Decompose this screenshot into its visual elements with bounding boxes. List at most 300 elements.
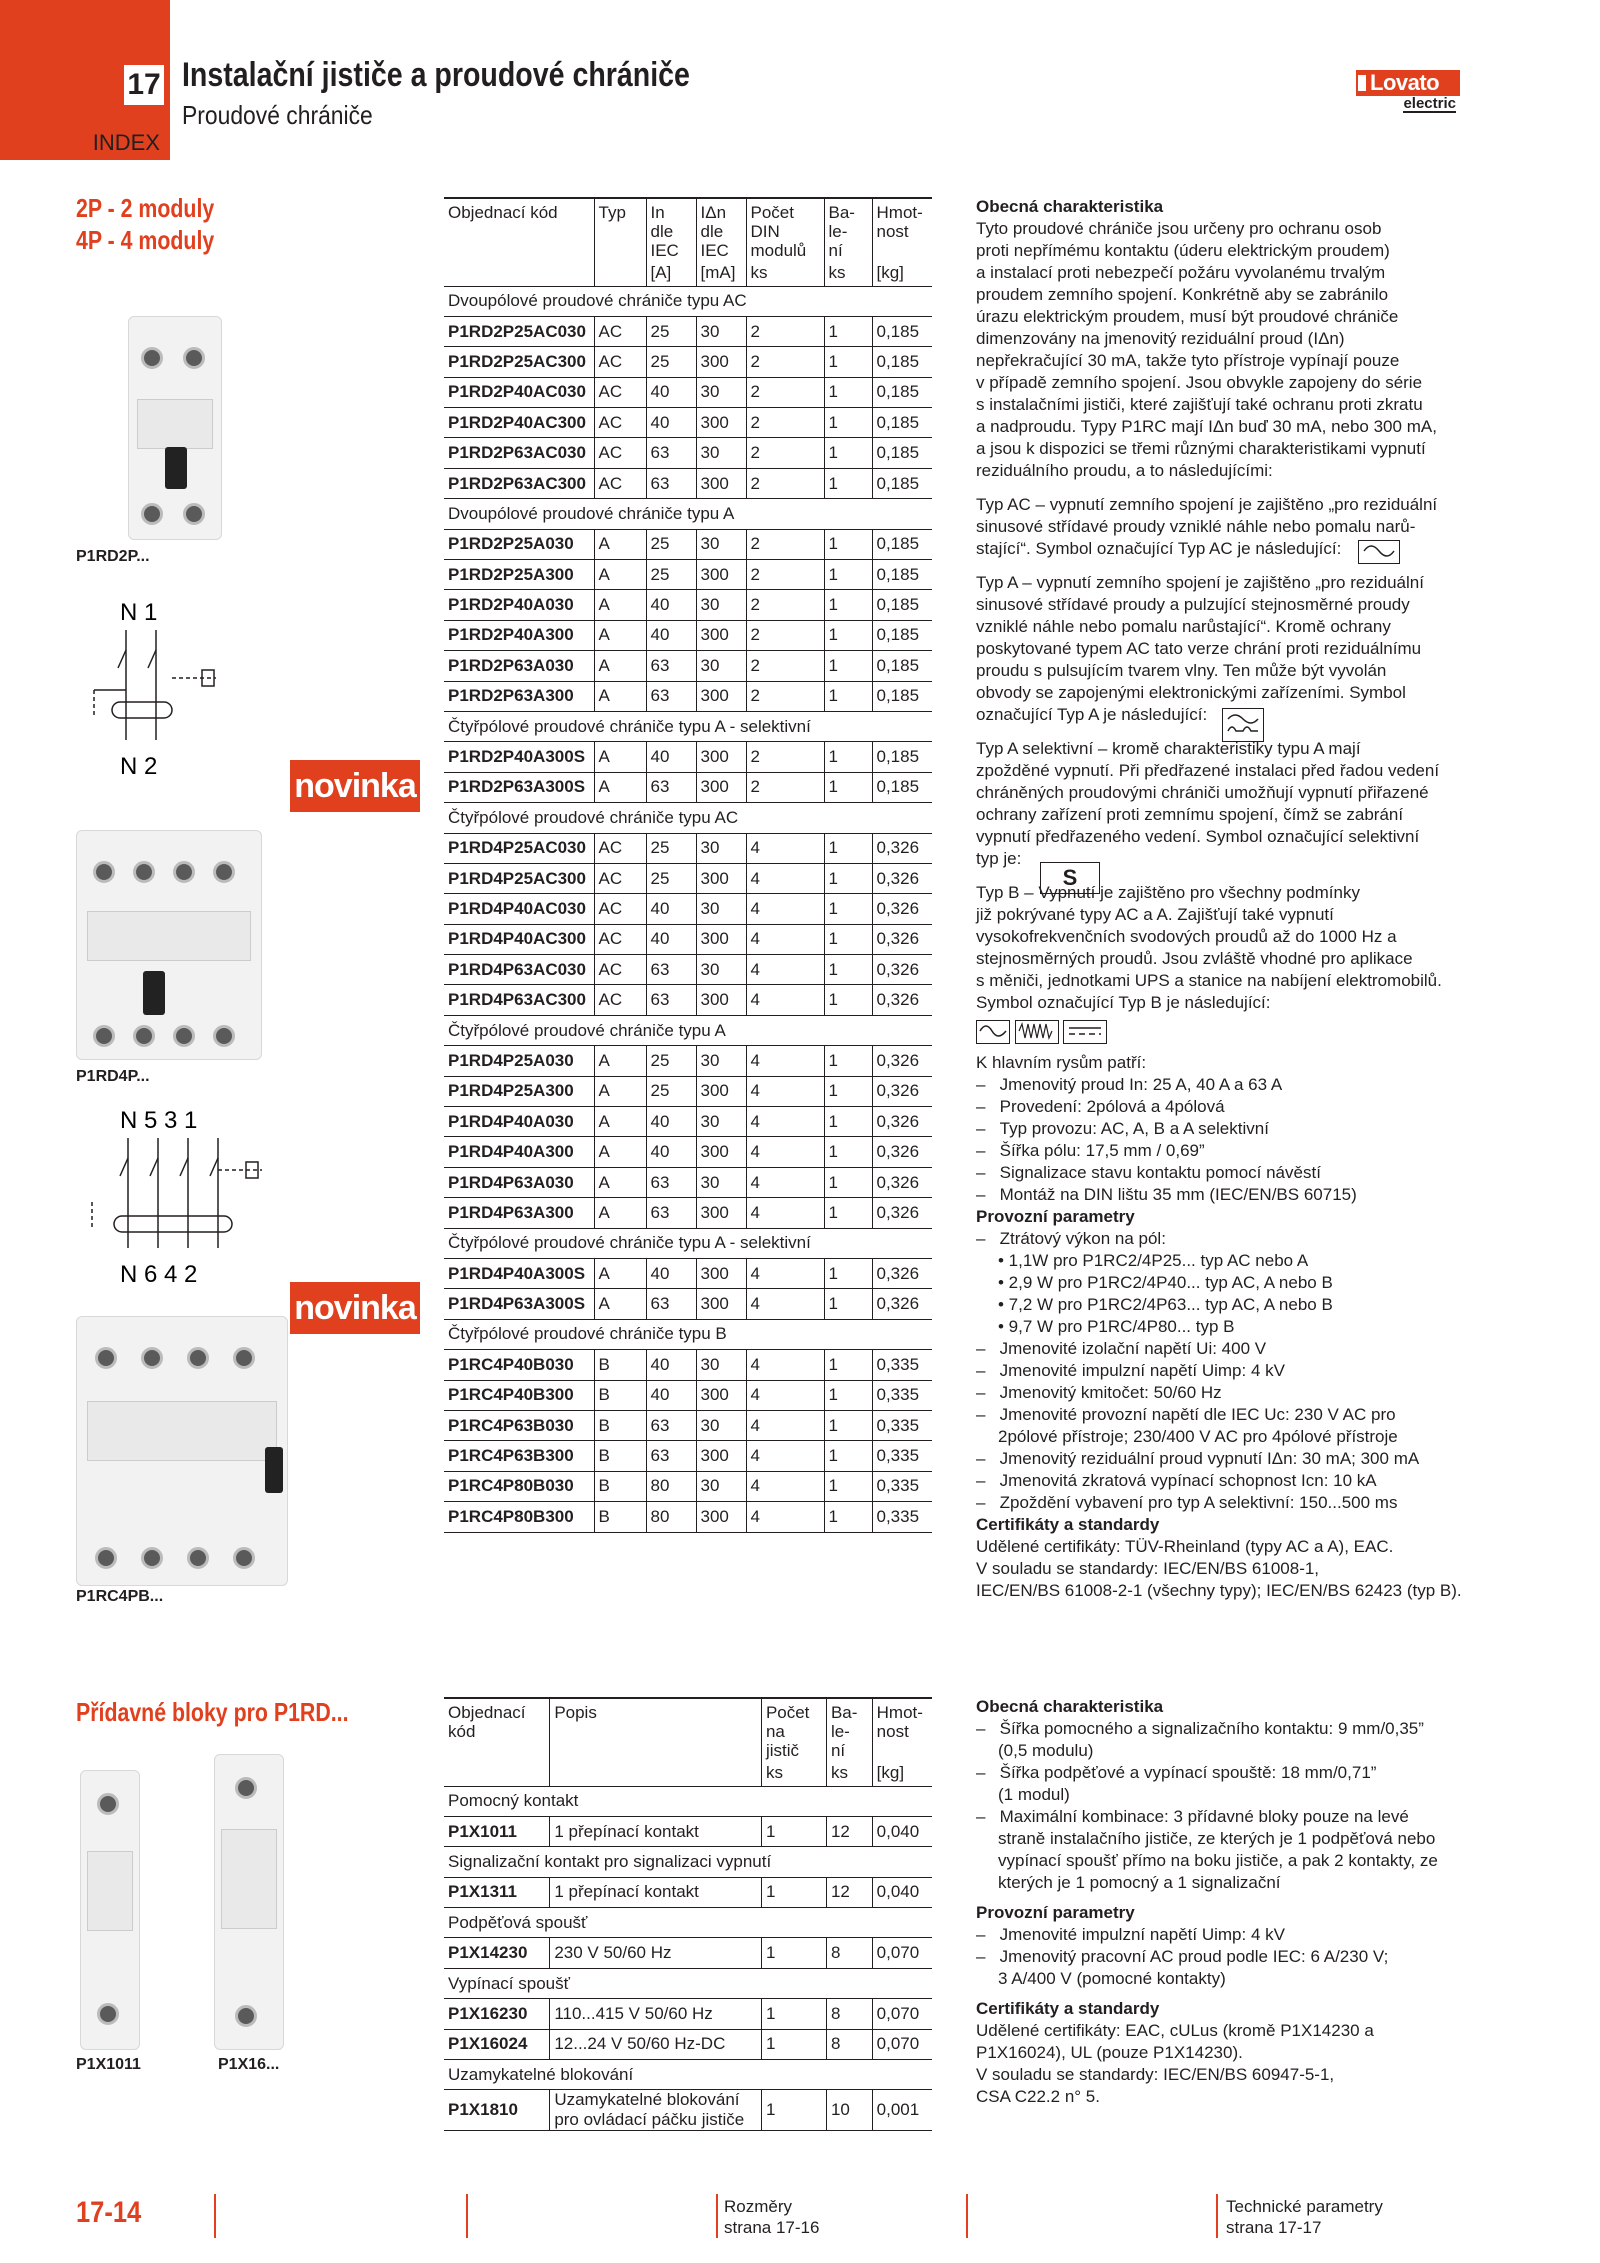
din-modules: 4 bbox=[746, 1137, 824, 1167]
residual-current: 300 bbox=[696, 1076, 746, 1106]
symbol-type-ac-icon bbox=[1358, 540, 1400, 564]
order-code: P1RD2P40AC300 bbox=[444, 408, 594, 438]
description: 1 přepínací kontakt bbox=[550, 1877, 762, 1907]
mass: 0,326 bbox=[872, 863, 932, 893]
residual-current: 30 bbox=[696, 377, 746, 407]
rated-current: 63 bbox=[646, 1289, 696, 1319]
rated-current: 63 bbox=[646, 651, 696, 681]
page-subtitle: Proudové chrániče bbox=[182, 100, 373, 130]
pack: 1 bbox=[824, 863, 872, 893]
type: A bbox=[594, 772, 646, 802]
table-section bbox=[444, 1968, 932, 1998]
r2-l2: – Šířka podpěťové a vypínací spouště: 18 mm/0,71” bbox=[976, 1763, 1377, 1782]
mass: 0,185 bbox=[872, 590, 932, 620]
section-label: Čtyřpólové proudové chrániče typu AC bbox=[444, 803, 932, 833]
order-code: P1RD2P40A300S bbox=[444, 742, 594, 772]
order-code: P1X16024 bbox=[444, 2029, 550, 2059]
mass: 0,040 bbox=[872, 1816, 932, 1846]
type: A bbox=[594, 1076, 646, 1106]
table-section bbox=[444, 1847, 932, 1877]
table-row bbox=[444, 1289, 932, 1319]
order-code: P1RC4P63B030 bbox=[444, 1410, 594, 1440]
table-row bbox=[444, 1441, 932, 1471]
din-modules: 4 bbox=[746, 1076, 824, 1106]
r1p5-line: stejnosměrných proudů. Jsou zvláště vhodné pro aplikace bbox=[976, 949, 1413, 968]
r1opb-line: • 9,7 W pro P1RC/4P80... typ B bbox=[998, 1317, 1235, 1336]
order-code: P1RD2P63A300 bbox=[444, 681, 594, 711]
residual-current: 30 bbox=[696, 1410, 746, 1440]
din-modules: 4 bbox=[746, 1289, 824, 1319]
rated-current: 80 bbox=[646, 1502, 696, 1532]
rated-current: 63 bbox=[646, 438, 696, 468]
label-p1x1011: P1X1011 bbox=[76, 2056, 141, 2073]
pack: 1 bbox=[824, 1137, 872, 1167]
r1p1-line: s instalačními jističi, které zajišťují také ochranu proti zkratu bbox=[976, 395, 1423, 414]
diagram-4p-top: N 5 3 1 bbox=[120, 1107, 198, 1134]
r1p1-line: nepřekračující 30 mA, takže tyto přístroje vypínají pouze bbox=[976, 351, 1400, 370]
residual-current: 300 bbox=[696, 408, 746, 438]
symbol-type-a-icon bbox=[1222, 708, 1264, 742]
order-code: P1RD4P25AC030 bbox=[444, 833, 594, 863]
rated-current: 25 bbox=[646, 1076, 696, 1106]
type: AC bbox=[594, 377, 646, 407]
footer-ref-technical[interactable]: Technické parametry strana 17-17 bbox=[1226, 2197, 1383, 2237]
table-row bbox=[444, 924, 932, 954]
pack: 1 bbox=[824, 1471, 872, 1501]
rated-current: 40 bbox=[646, 924, 696, 954]
r1ops2-text: Zpoždění vybavení pro typ A selektivní: 150...500 ms bbox=[999, 1493, 1398, 1512]
mass: 0,326 bbox=[872, 1046, 932, 1076]
th2-pack: Ba- le- ní bbox=[826, 1698, 872, 1760]
r1ops2-text: Jmenovitá zkratová vypínací schopnost Icn: 10 kA bbox=[999, 1471, 1377, 1490]
r1-cert bbox=[976, 1536, 1466, 1602]
r1p3-line: proudu s pulsujícím tvarem vlny. Ten může být vyvolán bbox=[976, 661, 1387, 680]
diagram-2p-bottom: N 2 bbox=[120, 753, 158, 780]
pack: 1 bbox=[824, 833, 872, 863]
r1-heading: Obecná charakteristika bbox=[976, 197, 1164, 216]
r1p4-line: ochrany zařízení proti zemnímu spojení, čímž se zabrání bbox=[976, 805, 1404, 824]
pack: 1 bbox=[824, 1076, 872, 1106]
order-code: P1RD4P40A300S bbox=[444, 1259, 594, 1289]
din-modules: 2 bbox=[746, 347, 824, 377]
pack: 1 bbox=[824, 468, 872, 498]
table-section bbox=[444, 1908, 932, 1938]
chapter-number: 17 bbox=[124, 65, 164, 105]
type: AC bbox=[594, 438, 646, 468]
mass: 0,070 bbox=[872, 2029, 932, 2059]
r1feats-text: Provedení: 2pólová a 4pólová bbox=[999, 1097, 1225, 1116]
table-row bbox=[444, 1167, 932, 1197]
symbol-type-b bbox=[976, 1020, 1466, 1052]
table-section bbox=[444, 1228, 932, 1258]
r2-l3: – Maximální kombinace: 3 přídavné bloky pouze na levé bbox=[976, 1807, 1409, 1826]
table-section bbox=[444, 803, 932, 833]
order-code: P1RC4P40B300 bbox=[444, 1380, 594, 1410]
table-row bbox=[444, 985, 932, 1015]
residual-current: 30 bbox=[696, 894, 746, 924]
order-code: P1RD4P25A300 bbox=[444, 1076, 594, 1106]
din-modules: 4 bbox=[746, 1441, 824, 1471]
r2-l2b: (1 modul) bbox=[998, 1785, 1070, 1804]
pack: 1 bbox=[824, 377, 872, 407]
product-table-addons bbox=[444, 1697, 932, 2131]
mass: 0,040 bbox=[872, 1877, 932, 1907]
order-code: P1RD4P25AC300 bbox=[444, 863, 594, 893]
pack: 8 bbox=[826, 1999, 872, 2029]
type: A bbox=[594, 1198, 646, 1228]
symbol-selective-icon: S bbox=[1040, 862, 1100, 894]
residual-current: 30 bbox=[696, 833, 746, 863]
pack: 1 bbox=[824, 681, 872, 711]
symbol-b-ac-icon bbox=[976, 1020, 1010, 1044]
table-row bbox=[444, 863, 932, 893]
mass: 0,070 bbox=[872, 1938, 932, 1968]
footer-divider-4 bbox=[966, 2194, 968, 2238]
r1-op-bullets bbox=[976, 1250, 1466, 1338]
rated-current: 40 bbox=[646, 742, 696, 772]
order-code: P1RD4P63A300S bbox=[444, 1289, 594, 1319]
r1p5-line: již pokrývané typy AC a A. Zajišťují také vypnutí bbox=[976, 905, 1334, 924]
pack: 1 bbox=[824, 742, 872, 772]
mass: 0,335 bbox=[872, 1350, 932, 1380]
din-modules: 2 bbox=[746, 590, 824, 620]
section-title-2p: 2P - 2 moduly bbox=[76, 193, 215, 223]
order-code: P1RD2P63AC030 bbox=[444, 438, 594, 468]
din-modules: 4 bbox=[746, 1410, 824, 1440]
type: B bbox=[594, 1380, 646, 1410]
pack: 1 bbox=[824, 1289, 872, 1319]
pack: 1 bbox=[824, 651, 872, 681]
r2-l1b: (0,5 modulu) bbox=[998, 1741, 1094, 1760]
residual-current: 300 bbox=[696, 772, 746, 802]
pack: 1 bbox=[824, 438, 872, 468]
rated-current: 25 bbox=[646, 863, 696, 893]
r1ops2-line: – Jmenovitá zkratová vypínací schopnost Icn: 10 kA bbox=[976, 1471, 1377, 1490]
residual-current: 30 bbox=[696, 316, 746, 346]
table-section bbox=[444, 711, 932, 741]
label-p1rc4pb: P1RC4PB... bbox=[76, 1588, 164, 1605]
residual-current: 300 bbox=[696, 620, 746, 650]
order-code: P1RD2P40AC030 bbox=[444, 377, 594, 407]
residual-current: 300 bbox=[696, 1259, 746, 1289]
pack: 1 bbox=[824, 985, 872, 1015]
type: AC bbox=[594, 833, 646, 863]
type: B bbox=[594, 1410, 646, 1440]
din-modules: 2 bbox=[746, 529, 824, 559]
table-row bbox=[444, 1938, 932, 1968]
din-modules: 4 bbox=[746, 924, 824, 954]
type: A bbox=[594, 1289, 646, 1319]
rated-current: 25 bbox=[646, 1046, 696, 1076]
th2-code: Objednací kód bbox=[444, 1698, 550, 1760]
mass: 0,185 bbox=[872, 468, 932, 498]
type: AC bbox=[594, 316, 646, 346]
order-code: P1RC4P80B300 bbox=[444, 1502, 594, 1532]
residual-current: 300 bbox=[696, 1137, 746, 1167]
din-modules: 2 bbox=[746, 468, 824, 498]
count-per-breaker: 1 bbox=[761, 2029, 826, 2059]
table-row bbox=[444, 1076, 932, 1106]
table-row bbox=[444, 833, 932, 863]
novinka-badge-1: novinka bbox=[290, 760, 420, 812]
din-modules: 2 bbox=[746, 681, 824, 711]
type: A bbox=[594, 560, 646, 590]
pack: 1 bbox=[824, 1441, 872, 1471]
order-code: P1RD4P40AC300 bbox=[444, 924, 594, 954]
r1opb-line: • 7,2 W pro P1RC2/4P63... typ AC, A nebo B bbox=[998, 1295, 1333, 1314]
order-code: P1RD2P63A300S bbox=[444, 772, 594, 802]
din-modules: 4 bbox=[746, 894, 824, 924]
symbol-b-hf-icon bbox=[1015, 1020, 1059, 1044]
din-modules: 4 bbox=[746, 833, 824, 863]
type: B bbox=[594, 1502, 646, 1532]
r1feats-text: Šířka pólu: 17,5 mm / 0,69” bbox=[999, 1141, 1205, 1160]
r1-features bbox=[976, 1074, 1466, 1206]
r1p3-line: poskytované typem AC tato verze chrání proti reziduálnímu bbox=[976, 639, 1422, 658]
residual-current: 300 bbox=[696, 1289, 746, 1319]
din-modules: 2 bbox=[746, 560, 824, 590]
mass: 0,185 bbox=[872, 438, 932, 468]
wiring-diagram-2p bbox=[76, 590, 226, 780]
count-per-breaker: 1 bbox=[761, 1816, 826, 1846]
section-label: Čtyřpólové proudové chrániče typu B bbox=[444, 1319, 932, 1349]
table-section bbox=[444, 1319, 932, 1349]
din-modules: 2 bbox=[746, 742, 824, 772]
mass: 0,185 bbox=[872, 408, 932, 438]
pack: 1 bbox=[824, 590, 872, 620]
label-p1x16: P1X16... bbox=[218, 2056, 280, 2073]
rated-current: 63 bbox=[646, 1198, 696, 1228]
index-link[interactable]: INDEX bbox=[92, 130, 160, 155]
mass: 0,326 bbox=[872, 894, 932, 924]
count-per-breaker: 1 bbox=[761, 1938, 826, 1968]
r2-l1: – Šířka pomocného a signalizačního kontaktu: 9 mm/0,35” bbox=[976, 1719, 1424, 1738]
r1ops-line: – Jmenovité izolační napětí Ui: 400 V bbox=[976, 1339, 1267, 1358]
table-row bbox=[444, 1380, 932, 1410]
r1-cert-heading: Certifikáty a standardy bbox=[976, 1515, 1160, 1534]
r2-l3c: vypínací spoušť přímo na boku jističe, a pak 2 kontakty, ze bbox=[998, 1851, 1438, 1870]
mass: 0,185 bbox=[872, 347, 932, 377]
mass: 0,326 bbox=[872, 1076, 932, 1106]
rated-current: 40 bbox=[646, 1107, 696, 1137]
r1p3-line: vzniklé náhle nebo pomalu narůstající“. Kromě ochrany bbox=[976, 617, 1391, 636]
rated-current: 63 bbox=[646, 1441, 696, 1471]
mass: 0,326 bbox=[872, 955, 932, 985]
table-row bbox=[444, 1350, 932, 1380]
table-section bbox=[444, 1015, 932, 1045]
type: A bbox=[594, 529, 646, 559]
pack: 1 bbox=[824, 620, 872, 650]
r1feats-text: Jmenovitý proud In: 25 A, 40 A a 63 A bbox=[999, 1075, 1283, 1094]
mass: 0,326 bbox=[872, 924, 932, 954]
rated-current: 63 bbox=[646, 1167, 696, 1197]
pack: 12 bbox=[826, 1816, 872, 1846]
type: A bbox=[594, 681, 646, 711]
rated-current: 25 bbox=[646, 529, 696, 559]
footer-ref-dimensions[interactable]: Rozměry strana 17-16 bbox=[724, 2197, 820, 2237]
table-row bbox=[444, 316, 932, 346]
novinka-badge-2: novinka bbox=[290, 1282, 420, 1334]
type: B bbox=[594, 1441, 646, 1471]
order-code: P1RD4P63AC030 bbox=[444, 955, 594, 985]
table-row bbox=[444, 1107, 932, 1137]
r1-op-heading: Provozní parametry bbox=[976, 1207, 1135, 1226]
din-modules: 4 bbox=[746, 1198, 824, 1228]
r1cert-line: Udělené certifikáty: TÜV-Rheinland (typy AC a A), EAC. bbox=[976, 1537, 1394, 1556]
r2-o2: – Jmenovitý pracovní AC proud podle IEC: 6 A/230 V; bbox=[976, 1947, 1389, 1966]
type: A bbox=[594, 1107, 646, 1137]
mass: 0,335 bbox=[872, 1441, 932, 1471]
description: 230 V 50/60 Hz bbox=[550, 1938, 762, 1968]
description: 1 přepínací kontakt bbox=[550, 1816, 762, 1846]
mass: 0,326 bbox=[872, 833, 932, 863]
r1feats-line: – Montáž na DIN lištu 35 mm (IEC/EN/BS 60715) bbox=[976, 1185, 1357, 1204]
product-image-p1rd2p bbox=[128, 316, 222, 540]
diagram-2p-top: N 1 bbox=[120, 599, 158, 626]
residual-current: 300 bbox=[696, 1502, 746, 1532]
type: B bbox=[594, 1350, 646, 1380]
din-modules: 4 bbox=[746, 1046, 824, 1076]
unit-in: [A] bbox=[646, 260, 696, 286]
product-image-p1rd4p bbox=[76, 830, 262, 1060]
footer-divider-5 bbox=[1216, 2194, 1218, 2238]
mass: 0,185 bbox=[872, 529, 932, 559]
r1feats-line: – Signalizace stavu kontaktu pomocí návěstí bbox=[976, 1163, 1321, 1182]
count-per-breaker: 1 bbox=[761, 2090, 826, 2131]
table-row bbox=[444, 438, 932, 468]
din-modules: 2 bbox=[746, 377, 824, 407]
section-label: Podpěťová spoušť bbox=[444, 1908, 932, 1938]
order-code: P1RD2P63A030 bbox=[444, 651, 594, 681]
table-row bbox=[444, 742, 932, 772]
din-modules: 4 bbox=[746, 1502, 824, 1532]
r2-cert-heading: Certifikáty a standardy bbox=[976, 1999, 1160, 2018]
residual-current: 300 bbox=[696, 924, 746, 954]
th-mass: Hmot- nost bbox=[872, 198, 932, 260]
table-row bbox=[444, 651, 932, 681]
r1p1-line: a jsou k dispozici se třemi různými charakteristikami vypnutí bbox=[976, 439, 1426, 458]
r1ops-line: – Jmenovitý kmitočet: 50/60 Hz bbox=[976, 1383, 1222, 1402]
din-modules: 4 bbox=[746, 1167, 824, 1197]
th-type: Typ bbox=[594, 198, 646, 260]
table-section bbox=[444, 499, 932, 529]
unit-din: ks bbox=[746, 260, 824, 286]
r1p2-line: stající“. Symbol označující Typ AC je následující: bbox=[976, 539, 1342, 558]
residual-current: 30 bbox=[696, 590, 746, 620]
product-image-p1rc4pb bbox=[76, 1316, 288, 1586]
footer-divider-2 bbox=[466, 2194, 468, 2238]
r1p5-line: vysokofrekvenčních svodových proudů až do 1000 Hz a bbox=[976, 927, 1397, 946]
pack: 8 bbox=[826, 2029, 872, 2059]
order-code: P1RD2P25AC300 bbox=[444, 347, 594, 377]
pack: 1 bbox=[824, 316, 872, 346]
order-code: P1X1311 bbox=[444, 1877, 550, 1907]
rated-current: 40 bbox=[646, 1259, 696, 1289]
r1p1-line: a instalací proti nebezpečí požáru vyvolanému trvalým bbox=[976, 263, 1386, 282]
th-code: Objednací kód bbox=[444, 198, 594, 260]
table-row bbox=[444, 772, 932, 802]
unit-idn: [mA] bbox=[696, 260, 746, 286]
r1p3-line: obvody se zapojenými elektronickými zařízeními. Symbol bbox=[976, 683, 1406, 702]
r1-features-heading: K hlavním rysům patří: bbox=[976, 1053, 1147, 1072]
description-addons bbox=[976, 1696, 1466, 2108]
r1p1-line: a nadproudu. Typy P1RC mají IΔn buď 30 mA, nebo 300 mA, bbox=[976, 417, 1437, 436]
description: Uzamykatelné blokování pro ovládací páčku jističe bbox=[550, 2090, 762, 2131]
order-code: P1RD2P40A030 bbox=[444, 590, 594, 620]
residual-current: 300 bbox=[696, 742, 746, 772]
din-modules: 2 bbox=[746, 408, 824, 438]
type: A bbox=[594, 1259, 646, 1289]
din-modules: 4 bbox=[746, 985, 824, 1015]
r1p5-line: Symbol označující Typ B je následující: bbox=[976, 993, 1271, 1012]
order-code: P1RD2P63AC300 bbox=[444, 468, 594, 498]
unit2-mass: [kg] bbox=[872, 1760, 932, 1786]
r1feats-line: – Šířka pólu: 17,5 mm / 0,69” bbox=[976, 1141, 1205, 1160]
r1p1-line: úrazu elektrickým proudem, musí být proudové chrániče bbox=[976, 307, 1399, 326]
count-per-breaker: 1 bbox=[761, 1877, 826, 1907]
mass: 0,335 bbox=[872, 1410, 932, 1440]
table-row bbox=[444, 1502, 932, 1532]
pack: 1 bbox=[824, 894, 872, 924]
type: AC bbox=[594, 863, 646, 893]
pack: 1 bbox=[824, 347, 872, 377]
order-code: P1X16230 bbox=[444, 1999, 550, 2029]
pack: 1 bbox=[824, 924, 872, 954]
th2-count: Počet na jistič bbox=[761, 1698, 826, 1760]
pack: 1 bbox=[824, 408, 872, 438]
order-code: P1RD4P63A030 bbox=[444, 1167, 594, 1197]
r1p1-line: v případě zemního spojení. Jsou obvykle zapojeny do série bbox=[976, 373, 1423, 392]
r1p4-line: chráněných proudovými chrániči umožňují vypnutí přiřazené bbox=[976, 783, 1429, 802]
section-label: Dvoupólové proudové chrániče typu AC bbox=[444, 286, 932, 316]
pack: 1 bbox=[824, 1410, 872, 1440]
footer-divider-3 bbox=[716, 2194, 718, 2238]
residual-current: 300 bbox=[696, 863, 746, 893]
mass: 0,185 bbox=[872, 681, 932, 711]
r1p3-line: sinusové střídavé proudy a pulzující stejnosměrné proudy bbox=[976, 595, 1410, 614]
r2-c3: V souladu se standardy: IEC/EN/BS 60947-5-1, bbox=[976, 2065, 1335, 2084]
r1p3-line: Typ A – vypnutí zemního spojení je zajištěno „pro reziduální bbox=[976, 573, 1424, 592]
type: A bbox=[594, 1046, 646, 1076]
type: A bbox=[594, 590, 646, 620]
residual-current: 30 bbox=[696, 651, 746, 681]
r2-c1: Udělené certifikáty: EAC, cULus (kromě P1X14230 a bbox=[976, 2021, 1374, 2040]
order-code: P1RC4P40B030 bbox=[444, 1350, 594, 1380]
th2-desc: Popis bbox=[550, 1698, 762, 1760]
table-row bbox=[444, 1816, 932, 1846]
mass: 0,326 bbox=[872, 1167, 932, 1197]
table-row bbox=[444, 1259, 932, 1289]
order-code: P1RD2P25A300 bbox=[444, 560, 594, 590]
table-row bbox=[444, 1198, 932, 1228]
table-row bbox=[444, 2029, 932, 2059]
lovato-logo: Lovato electric bbox=[1356, 70, 1460, 116]
mass: 0,185 bbox=[872, 377, 932, 407]
r1-type-a-sel bbox=[976, 738, 1466, 870]
type: AC bbox=[594, 468, 646, 498]
description-rcd bbox=[976, 196, 1466, 1602]
table-section bbox=[444, 1786, 932, 1816]
rated-current: 40 bbox=[646, 377, 696, 407]
din-modules: 4 bbox=[746, 1380, 824, 1410]
mass: 0,185 bbox=[872, 620, 932, 650]
din-modules: 2 bbox=[746, 620, 824, 650]
th-in: In dle IEC bbox=[646, 198, 696, 260]
pack: 1 bbox=[824, 772, 872, 802]
din-modules: 4 bbox=[746, 1471, 824, 1501]
order-code: P1X14230 bbox=[444, 1938, 550, 1968]
symbol-b-dc-icon bbox=[1063, 1020, 1107, 1044]
